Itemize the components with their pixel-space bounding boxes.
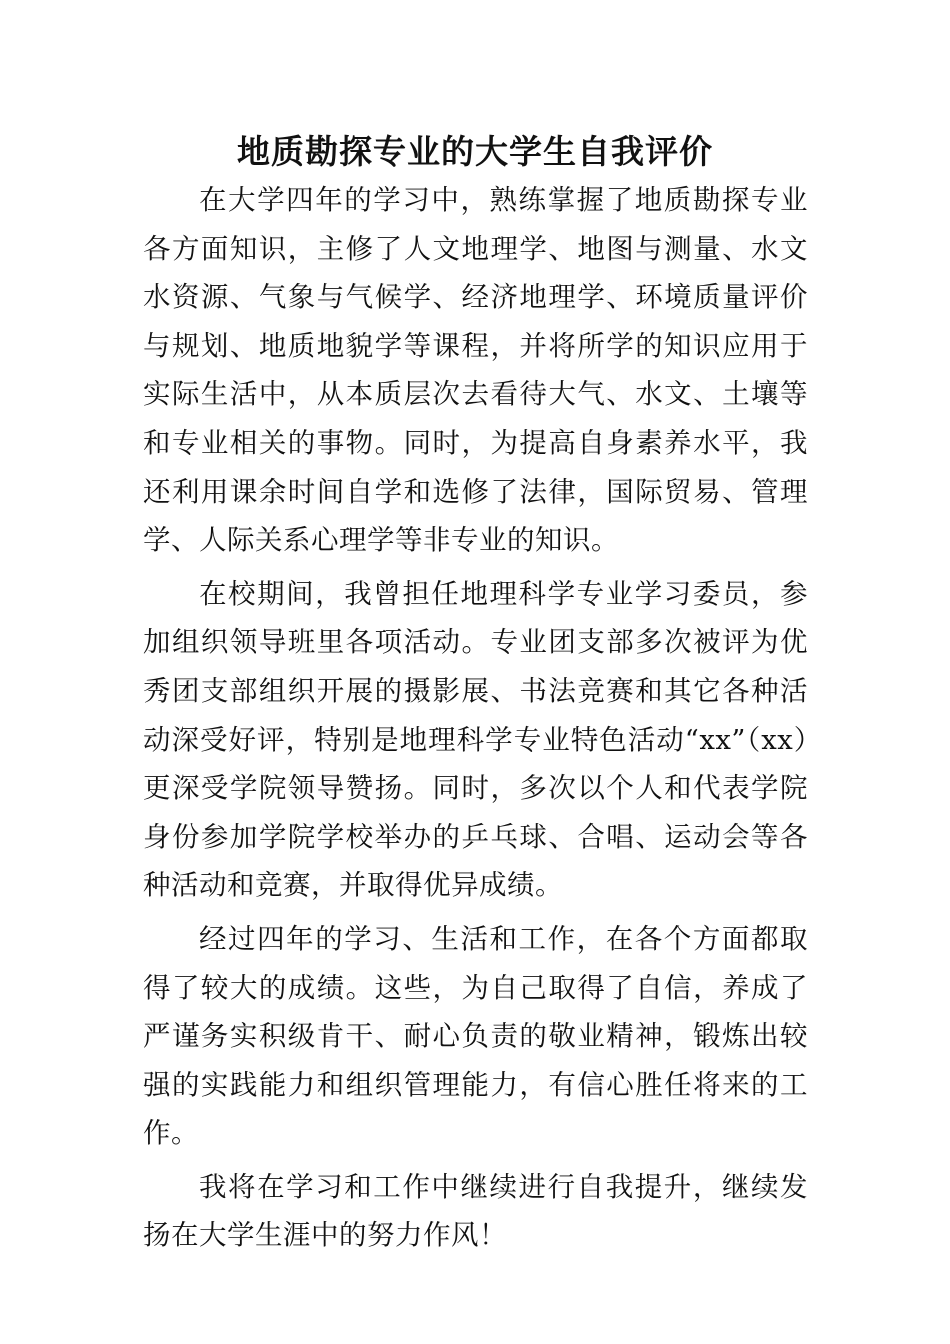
- paragraph-campus-activities: 在校期间，我曾担任地理科学专业学习委员，参加组织领导班里各项活动。专业团支部多次被评为优秀团支部组织开展的摄影展、书法竞赛和其它各种活动深受好评，特别是地理科学专业特色活动“xx”（xx）更深受学院领导赞扬。同时，多次以个人和代表学院身份参加学院学校举办的乒乓球、合唱、运动会等各种活动和竞赛，并取得优异成绩。: [143, 577, 808, 902]
- paragraph-closing: 我将在学习和工作中继续进行自我提升，继续发扬在大学生涯中的努力作风！: [143, 1170, 808, 1252]
- document-body: [143, 176, 808, 1260]
- document-title: 地质勘探专业的大学生自我评价: [237, 132, 713, 171]
- paragraph-achievements: 经过四年的学习、生活和工作，在各个方面都取得了较大的成绩。这些，为自己取得了自信，养成了严谨务实积级肯干、耐心负责的敬业精神，锻炼出较强的实践能力和组织管理能力，有信心胜任将来的工作。: [143, 922, 808, 1150]
- paragraph-academic-study: 在大学四年的学习中，熟练掌握了地质勘探专业各方面知识，主修了人文地理学、地图与测量、水文水资源、气象与气候学、经济地理学、环境质量评价与规划、地质地貌学等课程，并将所学的知识应用于实际生活中，从本质层次去看待大气、水文、土壤等和专业相关的事物。同时，为提高自身素养水平，我还利用课余时间自学和选修了法律，国际贸易、管理学、人际关系心理学等非专业的知识。: [143, 184, 808, 557]
